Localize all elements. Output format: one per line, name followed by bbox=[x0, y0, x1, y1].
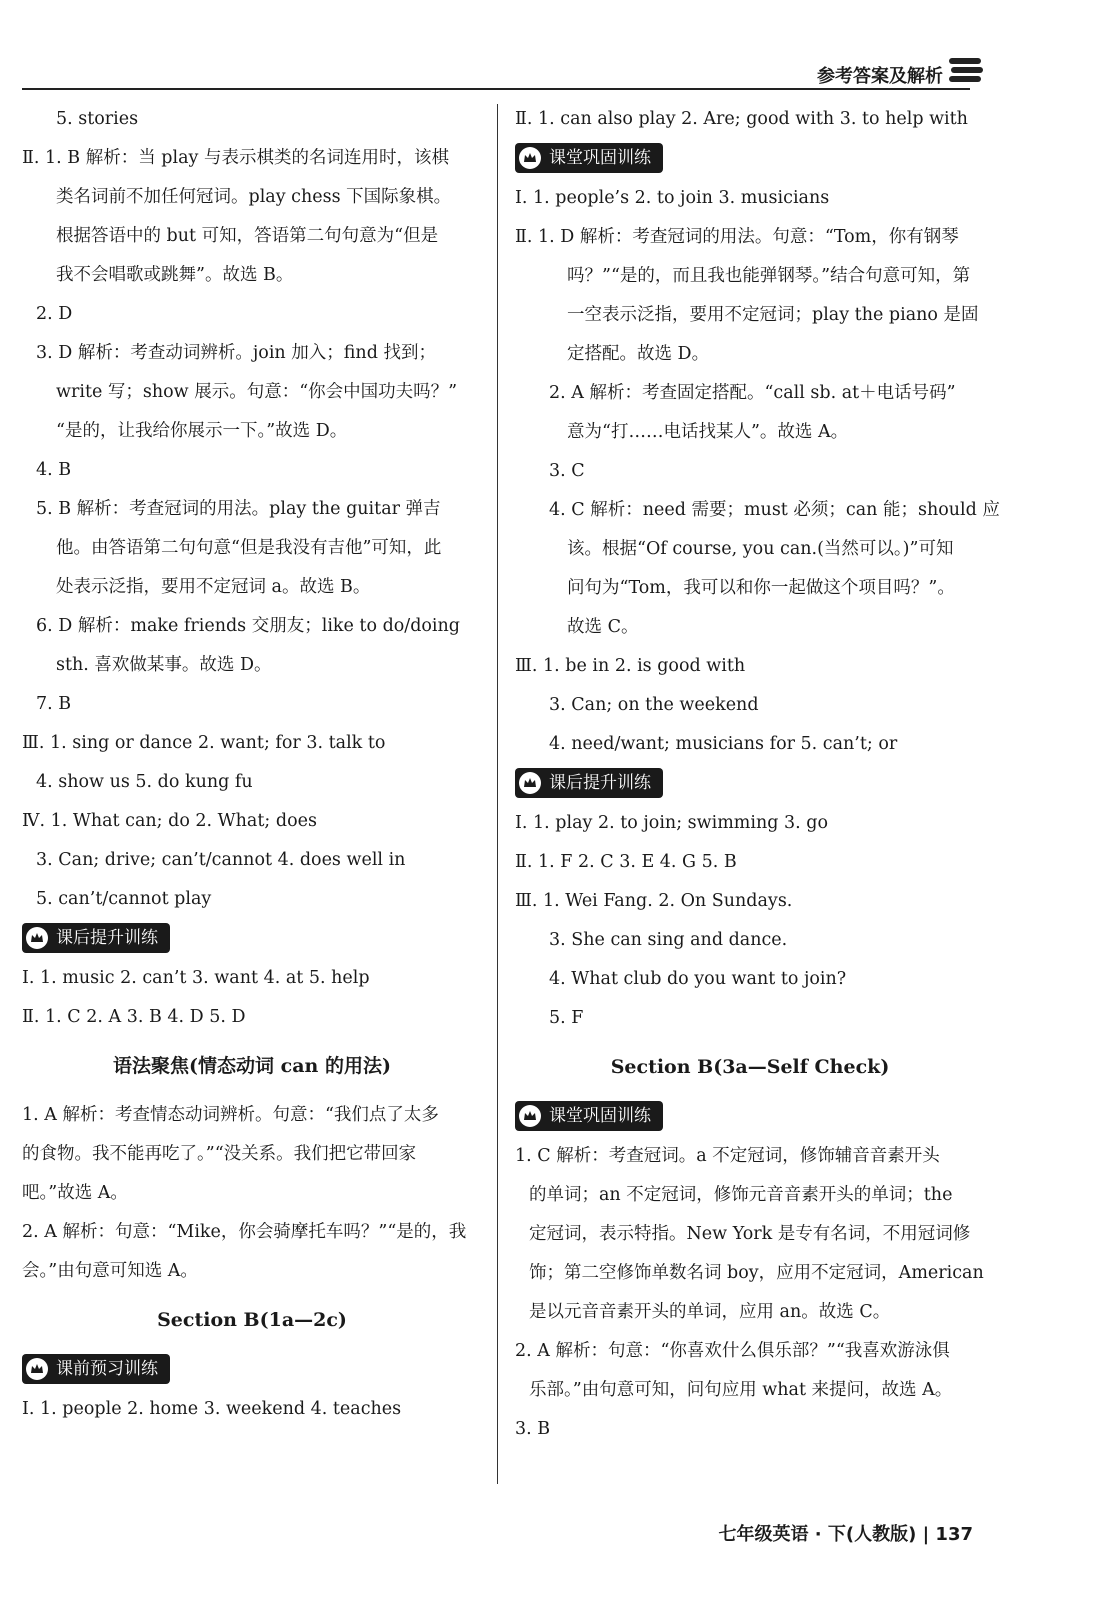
crown-icon bbox=[26, 927, 48, 949]
answer-line: Ⅱ. 1. can also play 2. Are; good with 3. to help with bbox=[515, 109, 968, 129]
section-badge-label: 课堂巩固训练 bbox=[549, 1105, 651, 1126]
answer-line: 问句为“Tom，我可以和你一起做这个项目吗？”。 bbox=[567, 578, 955, 598]
answer-line: 3. C bbox=[549, 461, 585, 481]
answer-line: 他。由答语第二句句意“但是我没有吉他”可知，此 bbox=[56, 538, 442, 558]
answer-line: 7. B bbox=[36, 694, 72, 714]
section-badge-label: 课堂巩固训练 bbox=[549, 147, 651, 168]
answer-line: Ⅲ. 1. Wei Fang. 2. On Sundays. bbox=[515, 891, 793, 911]
answer-line: 4. C 解析：need 需要；must 必须；can 能；should 应 bbox=[549, 500, 1000, 520]
answer-line: 4. B bbox=[36, 460, 72, 480]
answer-line: 3. B bbox=[515, 1419, 551, 1439]
section-badge bbox=[515, 143, 663, 173]
books-icon bbox=[947, 50, 985, 88]
answer-line: 5. F bbox=[549, 1008, 584, 1028]
answer-line: 2. D bbox=[36, 304, 73, 324]
answer-line: 定搭配。故选 D。 bbox=[567, 344, 710, 364]
answer-line: 1. A 解析：考查情态动词辨析。句意：“我们点了太多 bbox=[22, 1105, 439, 1125]
section-badge bbox=[515, 768, 663, 798]
answer-line: 3. She can sing and dance. bbox=[549, 930, 788, 950]
section-badge-label: 课后提升训练 bbox=[56, 927, 158, 948]
answer-line: 1. C 解析：考查冠词。a 不定冠词，修饰辅音音素开头 bbox=[515, 1146, 940, 1166]
crown-icon bbox=[519, 147, 541, 169]
answer-line: 5. can’t/cannot play bbox=[36, 889, 212, 909]
answer-line: 2. A 解析：句意：“你喜欢什么俱乐部？”“我喜欢游泳俱 bbox=[515, 1341, 950, 1361]
answer-line: 的单词；an 不定冠词，修饰元音音素开头的单词；the bbox=[529, 1185, 953, 1205]
answer-line: Ⅱ. 1. D 解析：考查冠词的用法。句意：“Tom，你有钢琴 bbox=[515, 227, 959, 247]
answer-line: 4. What club do you want to join? bbox=[549, 969, 847, 989]
answer-line: 是以元音音素开头的单词，应用 an。故选 C。 bbox=[529, 1302, 891, 1322]
answer-line: sth. 喜欢做某事。故选 D。 bbox=[56, 655, 272, 675]
column-divider bbox=[497, 104, 498, 1484]
answer-line: Ⅰ. 1. people 2. home 3. weekend 4. teaches bbox=[22, 1399, 402, 1419]
answer-line: 意为“打……电话找某人”。故选 A。 bbox=[567, 422, 849, 442]
answer-line: 3. Can; on the weekend bbox=[549, 695, 759, 715]
answer-line: 我不会唱歌或跳舞”。故选 B。 bbox=[56, 265, 294, 285]
answer-line: 处表示泛指，要用不定冠词 a。故选 B。 bbox=[56, 577, 371, 597]
crown-icon bbox=[26, 1358, 48, 1380]
answer-line: 类名词前不加任何冠词。play chess 下国际象棋。 bbox=[56, 187, 452, 207]
section-badge-label: 课前预习训练 bbox=[56, 1358, 158, 1379]
section-badge bbox=[515, 1101, 663, 1131]
answer-line: 该。根据“Of course, you can.(当然可以。)”可知 bbox=[567, 539, 954, 559]
footer-book-title: 七年级英语 · 下(人教版) bbox=[718, 1524, 917, 1545]
answer-line: Ⅰ. 1. music 2. can’t 3. want 4. at 5. help bbox=[22, 968, 370, 988]
answer-line: “是的，让我给你展示一下。”故选 D。 bbox=[56, 421, 348, 441]
page-number: 137 bbox=[935, 1524, 973, 1545]
section-heading: 语法聚焦(情态动词 can 的用法) bbox=[113, 1055, 391, 1077]
answer-line: Ⅲ. 1. sing or dance 2. want; for 3. talk to bbox=[22, 733, 386, 753]
answer-line: 故选 C。 bbox=[567, 617, 639, 637]
answer-line: 根据答语中的 but 可知，答语第二句句意为“但是 bbox=[56, 226, 439, 246]
answer-line: Ⅳ. 1. What can; do 2. What; does bbox=[22, 811, 317, 831]
section-heading: Section B(3a—Self Check) bbox=[610, 1056, 890, 1078]
page-footer bbox=[718, 1520, 973, 1546]
section-heading: Section B(1a—2c) bbox=[157, 1309, 347, 1331]
answer-line: 乐部。”由句意可知，问句应用 what 来提问，故选 A。 bbox=[529, 1380, 953, 1400]
answer-line: 2. A 解析：考查固定搭配。“call sb. at＋电话号码” bbox=[549, 383, 956, 403]
answer-line: 2. A 解析：句意：“Mike，你会骑摩托车吗？”“是的，我 bbox=[22, 1222, 467, 1242]
answer-line: 饰；第二空修饰单数名词 boy，应用不定冠词，American bbox=[529, 1263, 984, 1283]
answer-line: 吧。”故选 A。 bbox=[22, 1183, 128, 1203]
answer-line: 4. show us 5. do kung fu bbox=[36, 772, 253, 792]
header-rule bbox=[22, 88, 970, 90]
answer-line: Ⅲ. 1. be in 2. is good with bbox=[515, 656, 746, 676]
answer-line: 的食物。我不能再吃了。”“没关系。我们把它带回家 bbox=[22, 1144, 417, 1164]
footer-separator: | bbox=[922, 1524, 936, 1545]
section-badge bbox=[22, 923, 170, 953]
right-column bbox=[515, 100, 1000, 1449]
answer-line: 吗？”“是的，而且我也能弹钢琴。”结合句意可知，第 bbox=[567, 266, 971, 286]
answer-line: 3. Can; drive; can’t/cannot 4. does well in bbox=[36, 850, 406, 870]
answer-line: 6. D 解析：make friends 交朋友；like to do/doing bbox=[36, 616, 461, 636]
running-header-title: 参考答案及解析 bbox=[817, 66, 943, 87]
crown-icon bbox=[519, 1105, 541, 1127]
section-badge bbox=[22, 1354, 170, 1384]
answer-line: 5. B 解析：考查冠词的用法。play the guitar 弹吉 bbox=[36, 499, 441, 519]
answer-line: 定冠词，表示特指。New York 是专有名词，不用冠词修 bbox=[529, 1224, 971, 1244]
answer-line: 5. stories bbox=[56, 109, 139, 129]
answer-line: write 写；show 展示。句意：“你会中国功夫吗？” bbox=[56, 382, 458, 402]
answer-line: 会。”由句意可知选 A。 bbox=[22, 1261, 198, 1281]
crown-icon bbox=[519, 772, 541, 794]
answer-line: Ⅱ. 1. C 2. A 3. B 4. D 5. D bbox=[22, 1007, 246, 1027]
answer-line: Ⅱ. 1. F 2. C 3. E 4. G 5. B bbox=[515, 852, 737, 872]
answer-line: 4. need/want; musicians for 5. can’t; or bbox=[549, 734, 898, 754]
answer-line: Ⅱ. 1. B 解析：当 play 与表示棋类的名词连用时，该棋 bbox=[22, 148, 449, 168]
answer-line: Ⅰ. 1. play 2. to join; swimming 3. go bbox=[515, 813, 829, 833]
answer-line: 一空表示泛指，要用不定冠词；play the piano 是固 bbox=[567, 305, 979, 325]
left-column bbox=[22, 100, 482, 1429]
answer-line: Ⅰ. 1. people’s 2. to join 3. musicians bbox=[515, 188, 830, 208]
answer-line: 3. D 解析：考查动词辨析。join 加入；find 找到； bbox=[36, 343, 436, 363]
section-badge-label: 课后提升训练 bbox=[549, 772, 651, 793]
